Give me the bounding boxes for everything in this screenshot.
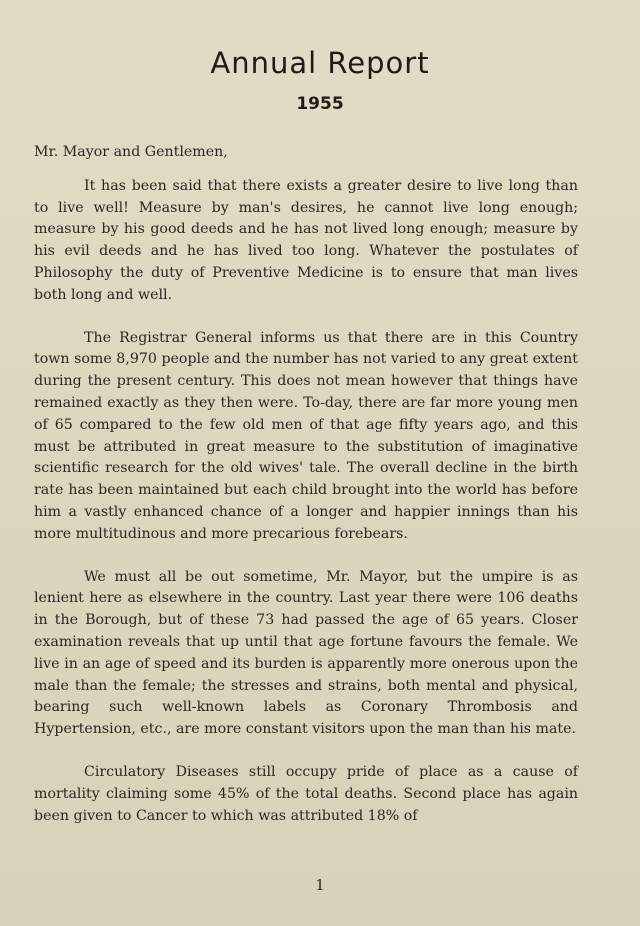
- salutation: Mr. Mayor and Gentlemen,: [34, 144, 228, 160]
- paragraph: The Registrar General informs us that there are in this Country town some 8,970 people and the number has not varied to any great extent during the present century. This does not mean however that things have remained exactly as they then were. To-day, there are far more young men of 65 compared to the few old men of that age fifty years ago, and this must be attributed in great measure to the substitution of imaginative scientific research for the old wives' tale. The overall decline in the birth rate has been maintained but each child brought into the world has before him a vastly enhanced chance of a longer and happier innings than his more multitudinous and more precarious forebears.: [34, 329, 578, 542]
- report-year: 1955: [296, 94, 344, 114]
- page-number: 1: [315, 876, 325, 894]
- page-title: Annual Report: [210, 46, 430, 80]
- report-body: [34, 142, 578, 827]
- paragraph: It has been said that there exists a greater desire to live long than to live well! Measure by man's desires, he cannot live long enough; measure by his good deeds and he has not lived long enough; measure by his evil deeds and he has lived too long. Whatever the postulates of Philosophy the duty of Preventive Medicine is to ensure that man lives both long and well.: [34, 177, 578, 303]
- paragraph: Circulatory Diseases still occupy pride of place as a cause of mortality claiming some 45% of the total deaths. Second place has again been given to Cancer to which was attributed 18% of: [34, 763, 578, 824]
- paragraph: We must all be out sometime, Mr. Mayor, but the umpire is as lenient here as elsewhere in the country. Last year there were 106 deaths in the Borough, but of these 73 had passed the age of 65 years. Closer examination reveals that up until that age fortune favours the female. We live in an age of speed and its burden is apparently more onerous upon the male than the female; the stresses and strains, both mental and physical, bearing such well-known labels as Coronary Thrombosis and Hypertension, etc., are more constant visitors upon the man than his mate.: [34, 568, 578, 738]
